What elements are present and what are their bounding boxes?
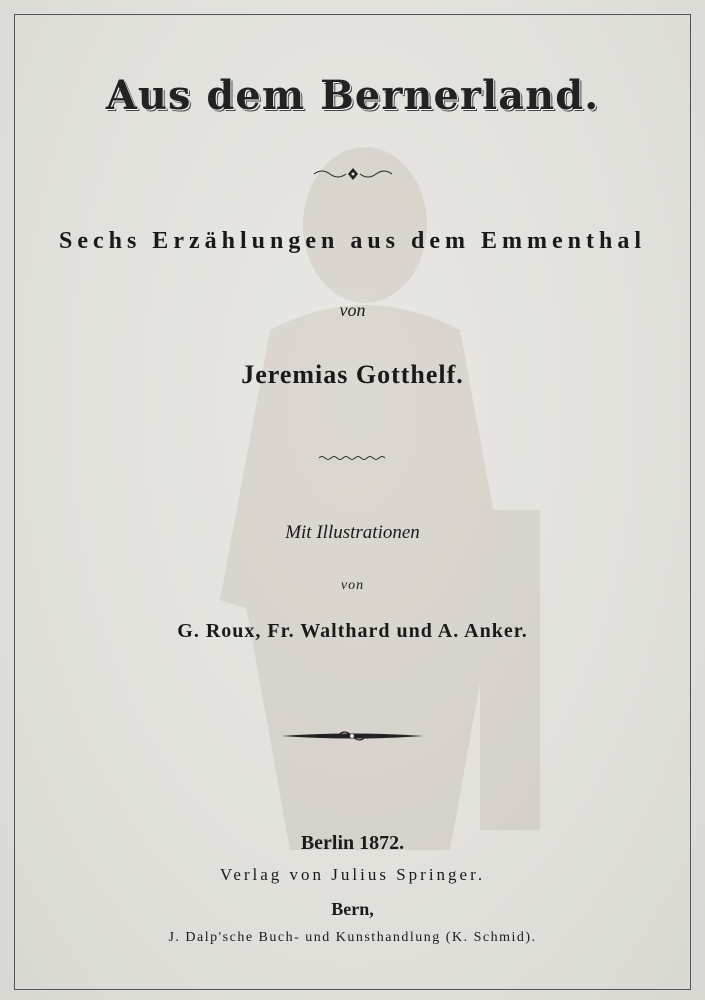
subtitle: Sechs Erzählungen aus dem Emmenthal	[58, 228, 647, 254]
wavy-rule-ornament	[318, 454, 386, 462]
imprint-place-year: Berlin 1872.	[300, 832, 405, 854]
by-label: von	[339, 300, 366, 320]
swell-rule-ornament	[280, 728, 425, 744]
by-label-illustrators: von	[340, 578, 365, 593]
imprint-publisher: Verlag von Julius Springer.	[219, 865, 486, 884]
imprint-bookshop: J. Dalp'sche Buch- und Kunsthandlung (K. Schmid).	[168, 930, 537, 945]
illustrations-label: Mit Illustrationen	[285, 522, 420, 543]
book-title: Aus dem Bernerland.	[105, 72, 600, 119]
flourish-ornament	[312, 166, 394, 182]
illustrators-names: G. Roux, Fr. Walthard und A. Anker.	[177, 620, 528, 642]
imprint-place-2: Bern,	[331, 899, 374, 919]
author-name: Jeremias Gotthelf.	[241, 360, 464, 389]
